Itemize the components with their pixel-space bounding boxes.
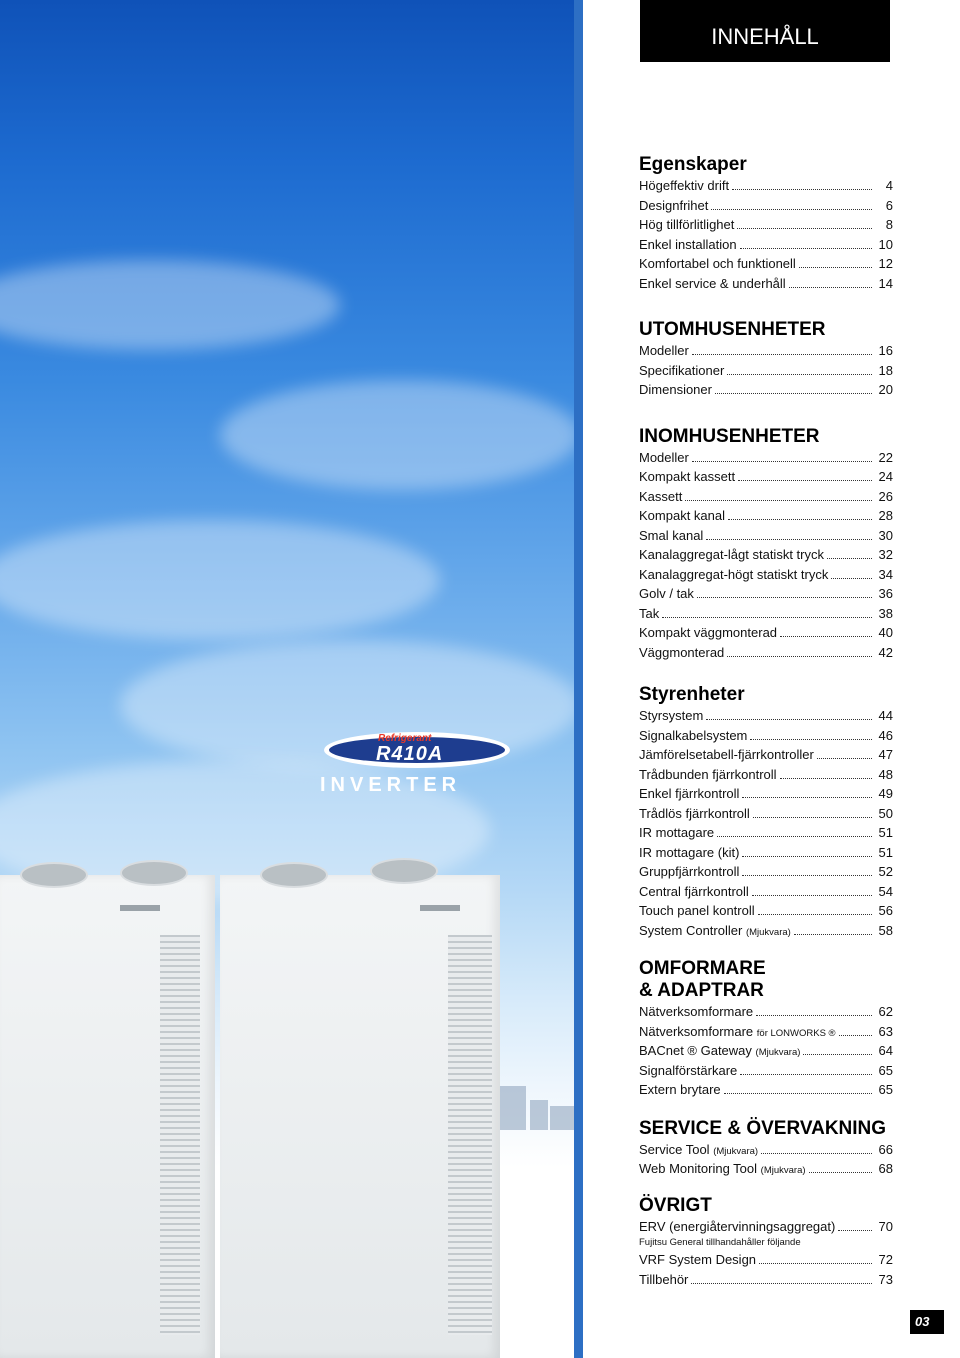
- dot-leader: [742, 875, 872, 876]
- toc-entry-page: 66: [878, 1141, 893, 1157]
- dot-leader: [717, 836, 872, 837]
- outdoor-unit-left: [0, 875, 215, 1358]
- toc-entry-label: VRF System Design: [639, 1252, 757, 1267]
- dot-leader: [724, 1093, 872, 1094]
- dot-leader: [742, 856, 872, 857]
- toc-entry-page: 16: [878, 343, 893, 358]
- toc-entry-label: Kompakt kassett: [639, 469, 736, 484]
- toc-entry[interactable]: [639, 467, 893, 487]
- toc-entry-label: Dimensioner: [639, 382, 712, 397]
- section-title-line: & ADAPTRAR: [639, 980, 764, 1001]
- dot-leader: [685, 500, 872, 501]
- toc-entry[interactable]: [639, 882, 893, 902]
- toc-entry-label: Kassett: [639, 488, 683, 504]
- toc-entry-qualifier: (Mjukvara): [755, 1047, 801, 1058]
- toc-entry-page: 40: [878, 625, 893, 640]
- toc-entry-label: ERV (energiåtervinningsaggregat): [639, 1218, 836, 1234]
- section-title-line: INOMHUSENHETER: [639, 425, 820, 447]
- section-title: [639, 319, 893, 341]
- toc-entry-page: 68: [878, 1161, 893, 1176]
- section-title-line: Egenskaper: [639, 154, 747, 175]
- dot-leader: [752, 895, 872, 896]
- toc-entry-label: Modeller: [639, 449, 689, 465]
- toc-entry-label: Signalkabelsystem: [639, 727, 748, 743]
- toc-entry-page: 47: [878, 747, 893, 762]
- toc-entry[interactable]: [639, 487, 893, 507]
- page-title: INNEHÅLL: [711, 24, 819, 49]
- toc-entry[interactable]: [639, 706, 893, 726]
- toc-entry[interactable]: [639, 823, 893, 843]
- dot-leader: [831, 578, 872, 579]
- dot-leader: [706, 539, 872, 540]
- toc-entry-label: Väggmonterad: [639, 644, 725, 660]
- toc-entry[interactable]: [639, 254, 893, 274]
- toc-entry-page: 12: [878, 256, 893, 271]
- toc-entry-page: 65: [878, 1062, 893, 1078]
- toc-entry-page: 4: [885, 178, 893, 193]
- page-number: 03: [915, 1314, 930, 1329]
- toc-entry-page: 36: [878, 586, 893, 601]
- toc-entry-label: Touch panel kontroll: [639, 903, 755, 918]
- dot-leader: [691, 1283, 872, 1284]
- dot-leader: [759, 1263, 872, 1264]
- outdoor-unit-right: [220, 875, 500, 1358]
- toc-entry-label: Kanalaggregat-lågt statiskt tryck: [639, 547, 824, 562]
- toc-entry-label: System Controller (Mjukvara): [639, 922, 791, 938]
- toc-entry-page: 24: [878, 469, 893, 484]
- toc-entry[interactable]: [639, 565, 893, 585]
- toc-entry-label: Trådlös fjärrkontroll: [639, 805, 750, 821]
- toc-entry-label: Designfrihet: [639, 197, 709, 213]
- r410a-inverter-logo: Refrigerant R410A INVERTER: [318, 730, 514, 802]
- fan-icon: [370, 858, 438, 884]
- toc-entry-label: Signalförstärkare: [639, 1062, 738, 1078]
- page-header: [640, 0, 890, 62]
- dot-leader: [732, 189, 872, 190]
- toc-entry[interactable]: [639, 545, 893, 565]
- table-of-contents: [639, 154, 893, 1289]
- toc-entry-page: 54: [878, 883, 893, 899]
- toc-entry-label: Smal kanal: [639, 527, 704, 543]
- section-title: [639, 1118, 893, 1140]
- toc-entry-label: BACnet ® Gateway (Mjukvara): [639, 1043, 801, 1058]
- dot-leader: [662, 617, 872, 618]
- dot-leader: [727, 656, 872, 657]
- dot-leader: [742, 797, 872, 798]
- toc-section: [639, 684, 893, 940]
- page-number-badge: [910, 1310, 944, 1334]
- dot-leader: [740, 248, 872, 249]
- toc-entry-label: Nätverksomformare: [639, 1004, 754, 1019]
- section-title: [639, 426, 893, 448]
- section-title-line: UTOMHUSENHETER: [639, 319, 826, 340]
- toc-entry-page: 46: [878, 727, 893, 743]
- section-title-line: ÖVRIGT: [639, 1194, 712, 1216]
- toc-entry-page: 52: [878, 864, 893, 879]
- toc-note: Fujitsu General tillhandahåller följande: [639, 1237, 801, 1248]
- toc-entry-page: 14: [878, 275, 893, 291]
- dot-leader: [727, 374, 872, 375]
- dot-leader: [738, 480, 872, 481]
- toc-entry-label: Kompakt kanal: [639, 508, 725, 523]
- toc-entry-page: 22: [878, 449, 893, 465]
- toc-entry[interactable]: [639, 901, 893, 921]
- toc-entry-label: Styrsystem: [639, 708, 704, 723]
- toc-entry-page: 30: [878, 527, 893, 543]
- toc-entry[interactable]: [639, 361, 893, 381]
- dot-leader: [740, 1074, 872, 1075]
- toc-entry-qualifier: för LONWORKS ®: [756, 1027, 836, 1039]
- toc-entry-page: 50: [878, 805, 893, 821]
- toc-entry-label: Jämförelsetabell-fjärrkontroller: [639, 747, 814, 762]
- toc-entry-page: 72: [878, 1252, 893, 1267]
- toc-entry[interactable]: [639, 1002, 893, 1022]
- section-title: [639, 1195, 893, 1217]
- dot-leader: [817, 758, 872, 759]
- toc-entry-label: Golv / tak: [639, 586, 694, 601]
- dot-leader: [780, 636, 872, 637]
- toc-entry-page: 28: [878, 508, 893, 523]
- toc-entry-label: Tak: [639, 605, 660, 621]
- toc-entry[interactable]: [639, 1061, 893, 1081]
- toc-entry-page: 32: [878, 547, 893, 562]
- toc-entry-page: 6: [885, 197, 893, 213]
- toc-entry-page: 56: [878, 903, 893, 918]
- toc-entry-label: Enkel service & underhåll: [639, 275, 786, 291]
- toc-entry-page: 34: [878, 566, 893, 582]
- toc-entry[interactable]: [639, 921, 893, 941]
- toc-entry[interactable]: [639, 584, 893, 604]
- toc-entry-label: Enkel fjärrkontroll: [639, 786, 740, 801]
- dot-leader: [803, 1054, 872, 1055]
- toc-entry-page: 44: [878, 708, 893, 723]
- toc-entry[interactable]: [639, 1217, 893, 1237]
- dot-leader: [758, 914, 872, 915]
- toc-entry-label: Gruppfjärrkontroll: [639, 864, 740, 879]
- toc-entry-page: 20: [878, 382, 893, 397]
- section-title: [639, 154, 893, 176]
- toc-entry[interactable]: [639, 215, 893, 235]
- toc-entry[interactable]: [639, 1080, 893, 1100]
- toc-entry[interactable]: [639, 726, 893, 746]
- toc-entry-label: Service Tool (Mjukvara): [639, 1141, 759, 1157]
- toc-entry[interactable]: [639, 1140, 893, 1160]
- dot-leader: [794, 934, 872, 935]
- dot-leader: [711, 209, 872, 210]
- toc-entry[interactable]: [639, 380, 893, 400]
- toc-entry-label: Extern brytare: [639, 1082, 721, 1097]
- section-title-line: OMFORMARE: [639, 958, 766, 979]
- toc-entry-label: Web Monitoring Tool (Mjukvara): [639, 1161, 806, 1176]
- toc-entry-page: 64: [878, 1043, 893, 1058]
- toc-entry-page: 62: [878, 1004, 893, 1019]
- toc-entry[interactable]: [639, 176, 893, 196]
- toc-entry-page: 63: [878, 1023, 893, 1039]
- toc-entry[interactable]: [639, 526, 893, 546]
- dot-leader: [780, 778, 872, 779]
- section-title-line: Styrenheter: [639, 684, 745, 705]
- toc-entry-label: Modeller: [639, 343, 689, 358]
- dot-leader: [799, 267, 872, 268]
- toc-entry-qualifier: (Mjukvara): [745, 926, 791, 938]
- toc-entry-page: 51: [878, 844, 893, 860]
- toc-entry-page: 58: [878, 922, 893, 938]
- toc-entry-label: Kompakt väggmonterad: [639, 625, 778, 640]
- dot-leader: [737, 228, 872, 229]
- section-title: [639, 958, 893, 1002]
- toc-section: [639, 958, 893, 1100]
- toc-entry[interactable]: [639, 804, 893, 824]
- toc-entry[interactable]: [639, 1022, 893, 1042]
- toc-section: [639, 1195, 893, 1290]
- divider-stripe: [574, 0, 583, 1358]
- toc-entry[interactable]: [639, 862, 893, 882]
- dot-leader: [756, 1015, 872, 1016]
- toc-entry-page: 42: [878, 644, 893, 660]
- toc-entry[interactable]: [639, 274, 893, 294]
- dot-leader: [697, 597, 872, 598]
- toc-entry-label: IR mottagare (kit): [639, 844, 740, 860]
- toc-entry-page: 8: [885, 217, 893, 232]
- dot-leader: [809, 1172, 872, 1173]
- toc-entry-qualifier: (Mjukvara): [713, 1145, 759, 1157]
- toc-entry-label: Enkel installation: [639, 236, 737, 252]
- toc-entry-label: Specifikationer: [639, 362, 725, 378]
- toc-entry-page: 10: [878, 236, 893, 252]
- dot-leader: [728, 519, 872, 520]
- toc-entry-label: Hög tillförlitlighet: [639, 217, 735, 232]
- toc-section: [639, 1118, 893, 1179]
- dot-leader: [761, 1153, 872, 1154]
- dot-leader: [839, 1035, 872, 1036]
- toc-entry[interactable]: [639, 235, 893, 255]
- toc-entry-label: Nätverksomformare för LONWORKS ®: [639, 1023, 836, 1039]
- dot-leader: [827, 558, 872, 559]
- toc-entry[interactable]: [639, 745, 893, 765]
- dot-leader: [838, 1230, 872, 1231]
- toc-entry[interactable]: [639, 1270, 893, 1290]
- toc-entry-page: 48: [878, 766, 893, 782]
- toc-entry[interactable]: [639, 506, 893, 526]
- fan-icon: [260, 862, 328, 888]
- toc-section: [639, 426, 893, 663]
- toc-entry[interactable]: [639, 196, 893, 216]
- toc-entry-page: 51: [878, 825, 893, 840]
- toc-entry-label: IR mottagare: [639, 825, 715, 840]
- toc-entry[interactable]: [639, 341, 893, 361]
- toc-entry[interactable]: [639, 1041, 893, 1061]
- toc-entry-page: 38: [878, 605, 893, 621]
- toc-entry-page: 26: [878, 488, 893, 504]
- toc-section: [639, 154, 893, 293]
- section-title: [639, 684, 893, 706]
- toc-entry[interactable]: [639, 448, 893, 468]
- toc-entry-label: Kanalaggregat-högt statiskt tryck: [639, 566, 829, 582]
- dot-leader: [692, 461, 872, 462]
- toc-entry[interactable]: [639, 1159, 893, 1179]
- toc-entry-page: 70: [878, 1218, 893, 1234]
- dot-leader: [789, 287, 872, 288]
- toc-entry-page: 49: [878, 786, 893, 801]
- toc-entry-label: Tillbehör: [639, 1271, 689, 1287]
- fan-icon: [120, 860, 188, 886]
- toc-entry[interactable]: [639, 765, 893, 785]
- toc-section: [639, 319, 893, 400]
- dot-leader: [750, 739, 872, 740]
- toc-entry-label: Central fjärrkontroll: [639, 883, 749, 899]
- toc-entry[interactable]: [639, 604, 893, 624]
- toc-entry-label: Komfortabel och funktionell: [639, 256, 796, 271]
- toc-entry-qualifier: (Mjukvara): [760, 1165, 806, 1176]
- toc-entry[interactable]: [639, 784, 893, 804]
- toc-entry-page: 18: [878, 362, 893, 378]
- toc-entry[interactable]: [639, 643, 893, 663]
- dot-leader: [692, 354, 872, 355]
- toc-entry[interactable]: [639, 843, 893, 863]
- toc-entry-page: 65: [878, 1082, 893, 1097]
- toc-entry[interactable]: [639, 1250, 893, 1270]
- dot-leader: [706, 719, 872, 720]
- toc-entry-label: Trådbunden fjärrkontroll: [639, 766, 777, 782]
- fan-icon: [20, 862, 88, 888]
- section-title-line: SERVICE & ÖVERVAKNING: [639, 1117, 887, 1139]
- toc-entry-page: 73: [878, 1271, 893, 1287]
- dot-leader: [753, 817, 872, 818]
- toc-entry-label: Högeffektiv drift: [639, 178, 730, 193]
- dot-leader: [715, 393, 872, 394]
- toc-entry[interactable]: [639, 623, 893, 643]
